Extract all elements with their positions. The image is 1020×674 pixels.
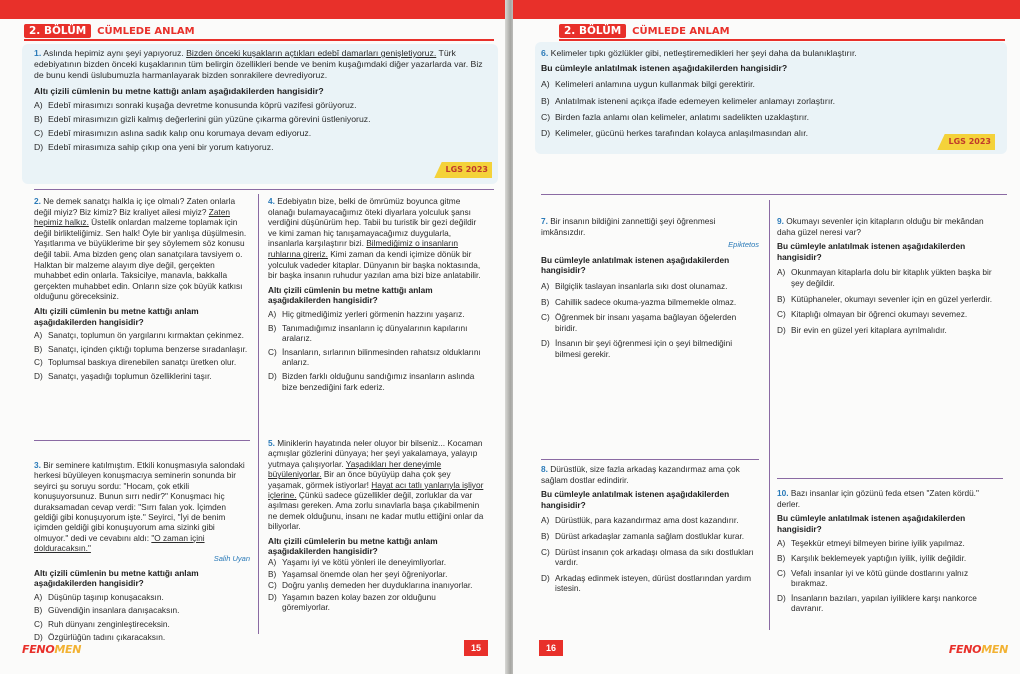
lgs-badge: [941, 134, 995, 150]
option-c[interactable]: C) Birden fazla anlamı olan kelimeler, anlatımı sadelikten uzaklaştırır.: [541, 111, 809, 122]
option-c[interactable]: C) Vefalı insanlar iyi ve kötü günde dostlarını yalnız bırakmaz.: [777, 567, 969, 589]
question-3: [34, 460, 250, 643]
question-4: [268, 196, 486, 392]
question-number: 1.: [34, 48, 42, 58]
quote-author: Salih Uyan: [213, 553, 250, 563]
option-a[interactable]: A) Teşekkür etmeyi bilmeyen birine iyilik yapılmaz.: [777, 538, 965, 549]
option-d[interactable]: D) Bizden farklı olduğunu sandığımız insanların aslında bize benzediğini fark ederiz.: [268, 370, 475, 392]
option-b[interactable]: B) Sanatçı, içinden çıktığı topluma benzerse sıradanlaşır.: [34, 343, 248, 354]
option-a[interactable]: A) Sanatçı, toplumun ön yargılarını kırmaktan çekinmez.: [34, 330, 244, 341]
brand-logo: FENOMEN: [948, 643, 1008, 656]
question-text: Bir insanın bildiğini zannettiği şeyi öğrenmesi imkânsızdır.: [541, 216, 716, 237]
lgs-badge: [438, 162, 492, 178]
question-stem: Bu cümleyle anlatılmak istenen aşağıdakilerden hangisidir?: [541, 63, 788, 74]
question-text: Miniklerin hayatında neler oluyor bir bilseniz... Kocaman açmışlar gözlerini dünyaya; her şeyi yakalamaya, yalayıp yutmaya çalışıyorlar.: [268, 438, 483, 469]
column-divider: [769, 200, 770, 630]
option-a[interactable]: A) Yaşamı iyi ve kötü yönleri ile deneyimliyorlar.: [268, 557, 447, 568]
question-8: [541, 464, 759, 594]
question-stem: Bu cümleyle anlatılmak istenen aşağıdakilerden hangisidir?: [777, 241, 966, 262]
option-d[interactable]: D) Kelimeler, gücünü herkes tarafından kolayca anlaşılmasından alır.: [541, 128, 809, 139]
question-number: 5.: [268, 438, 275, 448]
question-text-cont: Türk edebiyatının bizden önceki kuşaklarının tüm belirgin özellikleri bende ve benim kuşağımdaki diğer yazarlarda var. Biz de bunu kendi üslubumuzla harmanlayarak bizden sonrakilere devrediyoruz.: [34, 48, 483, 81]
option-a[interactable]: A) Okunmayan kitaplarla dolu bir kitaplık yükten başka bir şey değildir.: [777, 267, 992, 288]
quote-author: Epiktetos: [728, 240, 759, 250]
underlined-sentence: Zaten hepimiz halkız.: [34, 206, 230, 228]
question-5: [268, 438, 486, 613]
lgs-label: LGS 2023: [442, 162, 492, 178]
underlined-sentence: Yaşadıkları her deneyimle büyüleniyorlar.: [268, 458, 442, 480]
question-6: [541, 48, 981, 139]
divider: [34, 189, 494, 190]
underlined-sentence-2: Hayat acı tatlı yanlarıyla işliyor içlerine.: [268, 479, 484, 501]
option-d[interactable]: D) İnsanın bir şeyi öğrenmesi için o şeyi bilmediğini bilmesi gerekir.: [541, 338, 733, 359]
question-stem: Bu cümleyle anlatılmak istenen aşağıdakilerden hangisidir?: [541, 254, 730, 276]
option-a[interactable]: A) Dürüstlük, para kazandırmaz ama dost kazandırır.: [541, 515, 739, 526]
divider: [777, 478, 1003, 479]
option-b[interactable]: B) Tanımadığımız insanların iç dünyalarının kapılarını aralarız.: [268, 322, 468, 344]
question-stem: Altı çizili cümlelerin bu metne kattığı anlam aşağıdakilerden hangisidir?: [268, 535, 438, 557]
question-number: 3.: [34, 460, 41, 470]
option-a[interactable]: A) Hiç gitmediğimiz yerleri görmenin hazzını yaşarız.: [268, 308, 465, 319]
underlined-sentence: Bilmediğimiz o insanların ruhlarına gireriz.: [268, 238, 458, 259]
option-d[interactable]: D) Özgürlüğün tadını çıkaracaksın.: [34, 632, 166, 643]
question-text: Dürüstlük, size fazla arkadaş kazandırmaz ama çok sağlam dostlar edindirir.: [541, 464, 740, 485]
question-text: Bazı insanlar için gözünü feda etsen "Zaten kördü." derler.: [777, 488, 979, 509]
option-a[interactable]: A) Kelimeleri anlamına uygun kullanmak bilgi gerektirir.: [541, 79, 755, 90]
divider: [541, 459, 759, 460]
section-title: CÜMLEDE ANLAM: [632, 25, 730, 37]
divider: [34, 440, 250, 441]
option-c[interactable]: C) Öğrenmek bir insanı yaşama bağlayan öğelerden biridir.: [541, 312, 737, 333]
option-c[interactable]: C) Edebî mirasımızın aslına sadık kalıp onu korumaya devam ediyoruz.: [34, 128, 312, 139]
question-text-cont: Üstelik onlardan malzeme toplamak için değil birlikteliğimiz. Sen halk! Öyle bir yanlışa düşülmesin. Yaşıtlarıma ve büyüklerime bir şey söylemem söz konusu değil tabii. Ama bizden genç olan sanatçılara tavsiyem o. Halktan bir malzeme alayım diye değil, gerçekten muhabbet edin onlarla. Taksicilye, manavla, bakkalla gerçekten muhabbet edin. Onların size çok büyük katkısı olduğunu göreceksiniz.: [34, 217, 247, 302]
question-text: Bir seminere katılmıştım. Etkili konuşmasıyla salondaki herkesi büyüleyen konuşmacıya seminerin sonunda bir seyirci şu soruyu sordu: "Hocam, çok etkili konuşuyorsunuz. Bunun sırrı nedir?" Konuşmacı hiç duraksamadan cevap verdi: "Sırrı falan yok. İçimden geldiği gibi konuşuyorum işte." Seyirci, "İyi de benim içimden geldiği gibi konuşuyorum ama sizinki gibi olmuyor." dedi ve cevabını aldı:: [34, 460, 245, 543]
divider: [541, 194, 1007, 195]
question-number: 2.: [34, 196, 41, 206]
option-c[interactable]: C) Doğru yanlış demeden her duyduklarına inanıyorlar.: [268, 580, 473, 591]
question-9: [777, 216, 999, 335]
question-number: 7.: [541, 216, 548, 226]
option-b[interactable]: B) Anlatılmak isteneni açıkça ifade edemeyen kelimeler anlamayı zorlaştırır.: [541, 95, 836, 106]
option-d[interactable]: D) Edebî mirasımıza sahip çıkıp ona yeni bir yorum katıyoruz.: [34, 142, 274, 153]
question-number: 10.: [777, 488, 789, 498]
section-title: CÜMLEDE ANLAM: [97, 25, 195, 37]
question-text-cont: Bir an önce büyüyüp daha çok şey yaşamak, görmek istiyorlar!: [268, 469, 451, 490]
option-b[interactable]: B) Edebî mirasımızın gizli kalmış değerlerini gün yüzüne çıkarma görevini üstleniyoruz.: [34, 114, 371, 125]
lgs-label: LGS 2023: [945, 134, 995, 150]
option-b[interactable]: B) Karşılık beklemeyek yaptığın iyilik, iyilik değildir.: [777, 552, 967, 563]
question-stem: Altı çizili cümlenin bu metne kattığı anlam aşağıdakilerden hangisidir?: [34, 85, 324, 96]
page-number: 16: [539, 640, 563, 656]
question-number: 4.: [268, 196, 275, 206]
option-b[interactable]: B) Güvendiğin insanlara danışacaksın.: [34, 605, 180, 616]
brand-logo: FENOMEN: [22, 643, 82, 656]
section-badge: 2. BÖLÜM: [559, 24, 626, 38]
question-text: Kelimeler tıpkı gözlükler gibi, netleştiremedikleri her şeyi daha da bulanıklaştırır.: [550, 48, 857, 58]
top-red-bar: [0, 0, 508, 19]
option-d[interactable]: D) Arkadaş edinmek isteyen, dürüst dostlarından yardım istesin.: [541, 572, 751, 594]
underlined-sentence: "O zaman içini dolduracaksın.": [34, 532, 205, 554]
top-red-bar: [513, 0, 1020, 19]
question-stem: Altı çizili cümlenin bu metne kattığı anlam aşağıdakilerden hangisidir?: [34, 568, 199, 589]
section-badge: 2. BÖLÜM: [24, 24, 91, 38]
question-1: [34, 48, 490, 154]
column-divider: [258, 194, 259, 634]
option-a[interactable]: A) Düşünüp taşınıp konuşacaksın.: [34, 591, 164, 602]
question-text-end: Çünkü sadece güzellikler değil, zorluklar da var aşılması gereken. Ama zorlu sınavlarla başa çıkabilmenin ne demek olduğunu, insanı ne kadar mutlu ettiğini onlar da biliyorlar.: [268, 490, 484, 532]
left-page: [0, 0, 508, 674]
underlined-sentence: Bizden önceki kuşakların açtıkları edebî damarları genişletiyoruz.: [186, 48, 437, 58]
question-2: [34, 196, 250, 382]
page-number: 15: [464, 640, 488, 656]
option-a[interactable]: A) Edebî mirasımızı sonraki kuşağa devretme konusunda köprü vazifesi görüyoruz.: [34, 99, 357, 110]
header-rule: [559, 39, 1005, 41]
option-c[interactable]: C) Ruh dünyanı zenginleştireceksin.: [34, 618, 170, 629]
header-rule: [24, 39, 494, 41]
right-page: [513, 0, 1020, 674]
option-c[interactable]: C) Dürüst insanın çok arkadaşı olmasa da sıkı dostlukları vardır.: [541, 546, 754, 568]
section-header: [559, 24, 730, 38]
question-text: Edebiyatın bize, belki de ömrümüz boyunca gitme olanağı bulamayacağımız öteki diyarlara yolculuk şansı verdiğini düşünürüm hep. Tabii bu turistik bir gezi değildir ve kimi zaman hiç tanışamayacağımız duygularla, insanlarla karşılaştırır bizi.: [268, 196, 477, 249]
question-stem: Bu cümleyle anlatılmak istenen aşağıdakilerden hangisidir?: [541, 489, 730, 510]
option-d[interactable]: D) Sanatçı, yaşadığı toplumun özelliklerini taşır.: [34, 370, 212, 381]
question-stem: Altı çizili cümlenin bu metne kattığı anlam aşağıdakilerden hangisidir?: [268, 284, 433, 306]
question-stem: Bu cümleyle anlatılmak istenen aşağıdakilerden hangisidir?: [777, 513, 966, 534]
option-b[interactable]: B) Kütüphaneler, okumayı sevenler için en güzel yerlerdir.: [777, 293, 993, 304]
question-text-cont: Kimi zaman da kendi içimize dönük bir yolculuk vadeder kitaplar. Dünyanın bir başka noktasında, bir başka insanın ruhudur yazılan ama bizi bize anlatabilir.: [268, 248, 481, 281]
option-d[interactable]: D) İnsanların bazıları, yapılan iyiliklere karşı nankorce davranır.: [777, 592, 977, 614]
option-b[interactable]: B) Cahillik sadece okuma-yazma bilmemekle olmaz.: [541, 296, 737, 307]
question-10: [777, 488, 999, 614]
option-c[interactable]: C) İnsanların, sırlarının bilinmesinden rahatsız olduklarını anlarız.: [268, 346, 481, 368]
option-a[interactable]: A) Bilgiçlik taslayan insanlarla sıkı dost olunamaz.: [541, 280, 728, 291]
option-c[interactable]: C) Toplumsal baskıya direnebilen sanatçı üretken olur.: [34, 357, 237, 368]
question-number: 6.: [541, 48, 549, 58]
question-text: Ne demek sanatçı halkla iç içe olmalı? Zaten onlarla değil miyiz? Biz kimiz? Biz kraliyet ailesi miyiz?: [34, 196, 236, 217]
question-7: [541, 216, 759, 360]
question-text: Aslında hepimiz aynı şeyi yapıyoruz.: [43, 48, 187, 58]
option-b[interactable]: B) Yaşamsal önemde olan her şeyi öğreniyorlar.: [268, 568, 448, 579]
option-d[interactable]: D) Yaşamın bazen kolay bazen zor olduğunu göremiyorlar.: [268, 591, 436, 613]
question-number: 9.: [777, 216, 784, 226]
option-b[interactable]: B) Dürüst arkadaşlar zamanla sağlam dostluklar kurar.: [541, 530, 745, 541]
question-text: Okumayı sevenler için kitapların olduğu bir mekândan daha güzel neresi var?: [777, 216, 984, 237]
question-stem: Altı çizili cümlenin bu metne kattığı anlam aşağıdakilerden hangisidir?: [34, 305, 199, 327]
question-number: 8.: [541, 464, 548, 474]
section-header: [24, 24, 195, 38]
option-c[interactable]: C) Kitaplığı olmayan bir öğrenci okumayı sevemez.: [777, 309, 968, 320]
option-d[interactable]: D) Bir evin en güzel yeri kitaplara ayrılmalıdır.: [777, 324, 947, 335]
